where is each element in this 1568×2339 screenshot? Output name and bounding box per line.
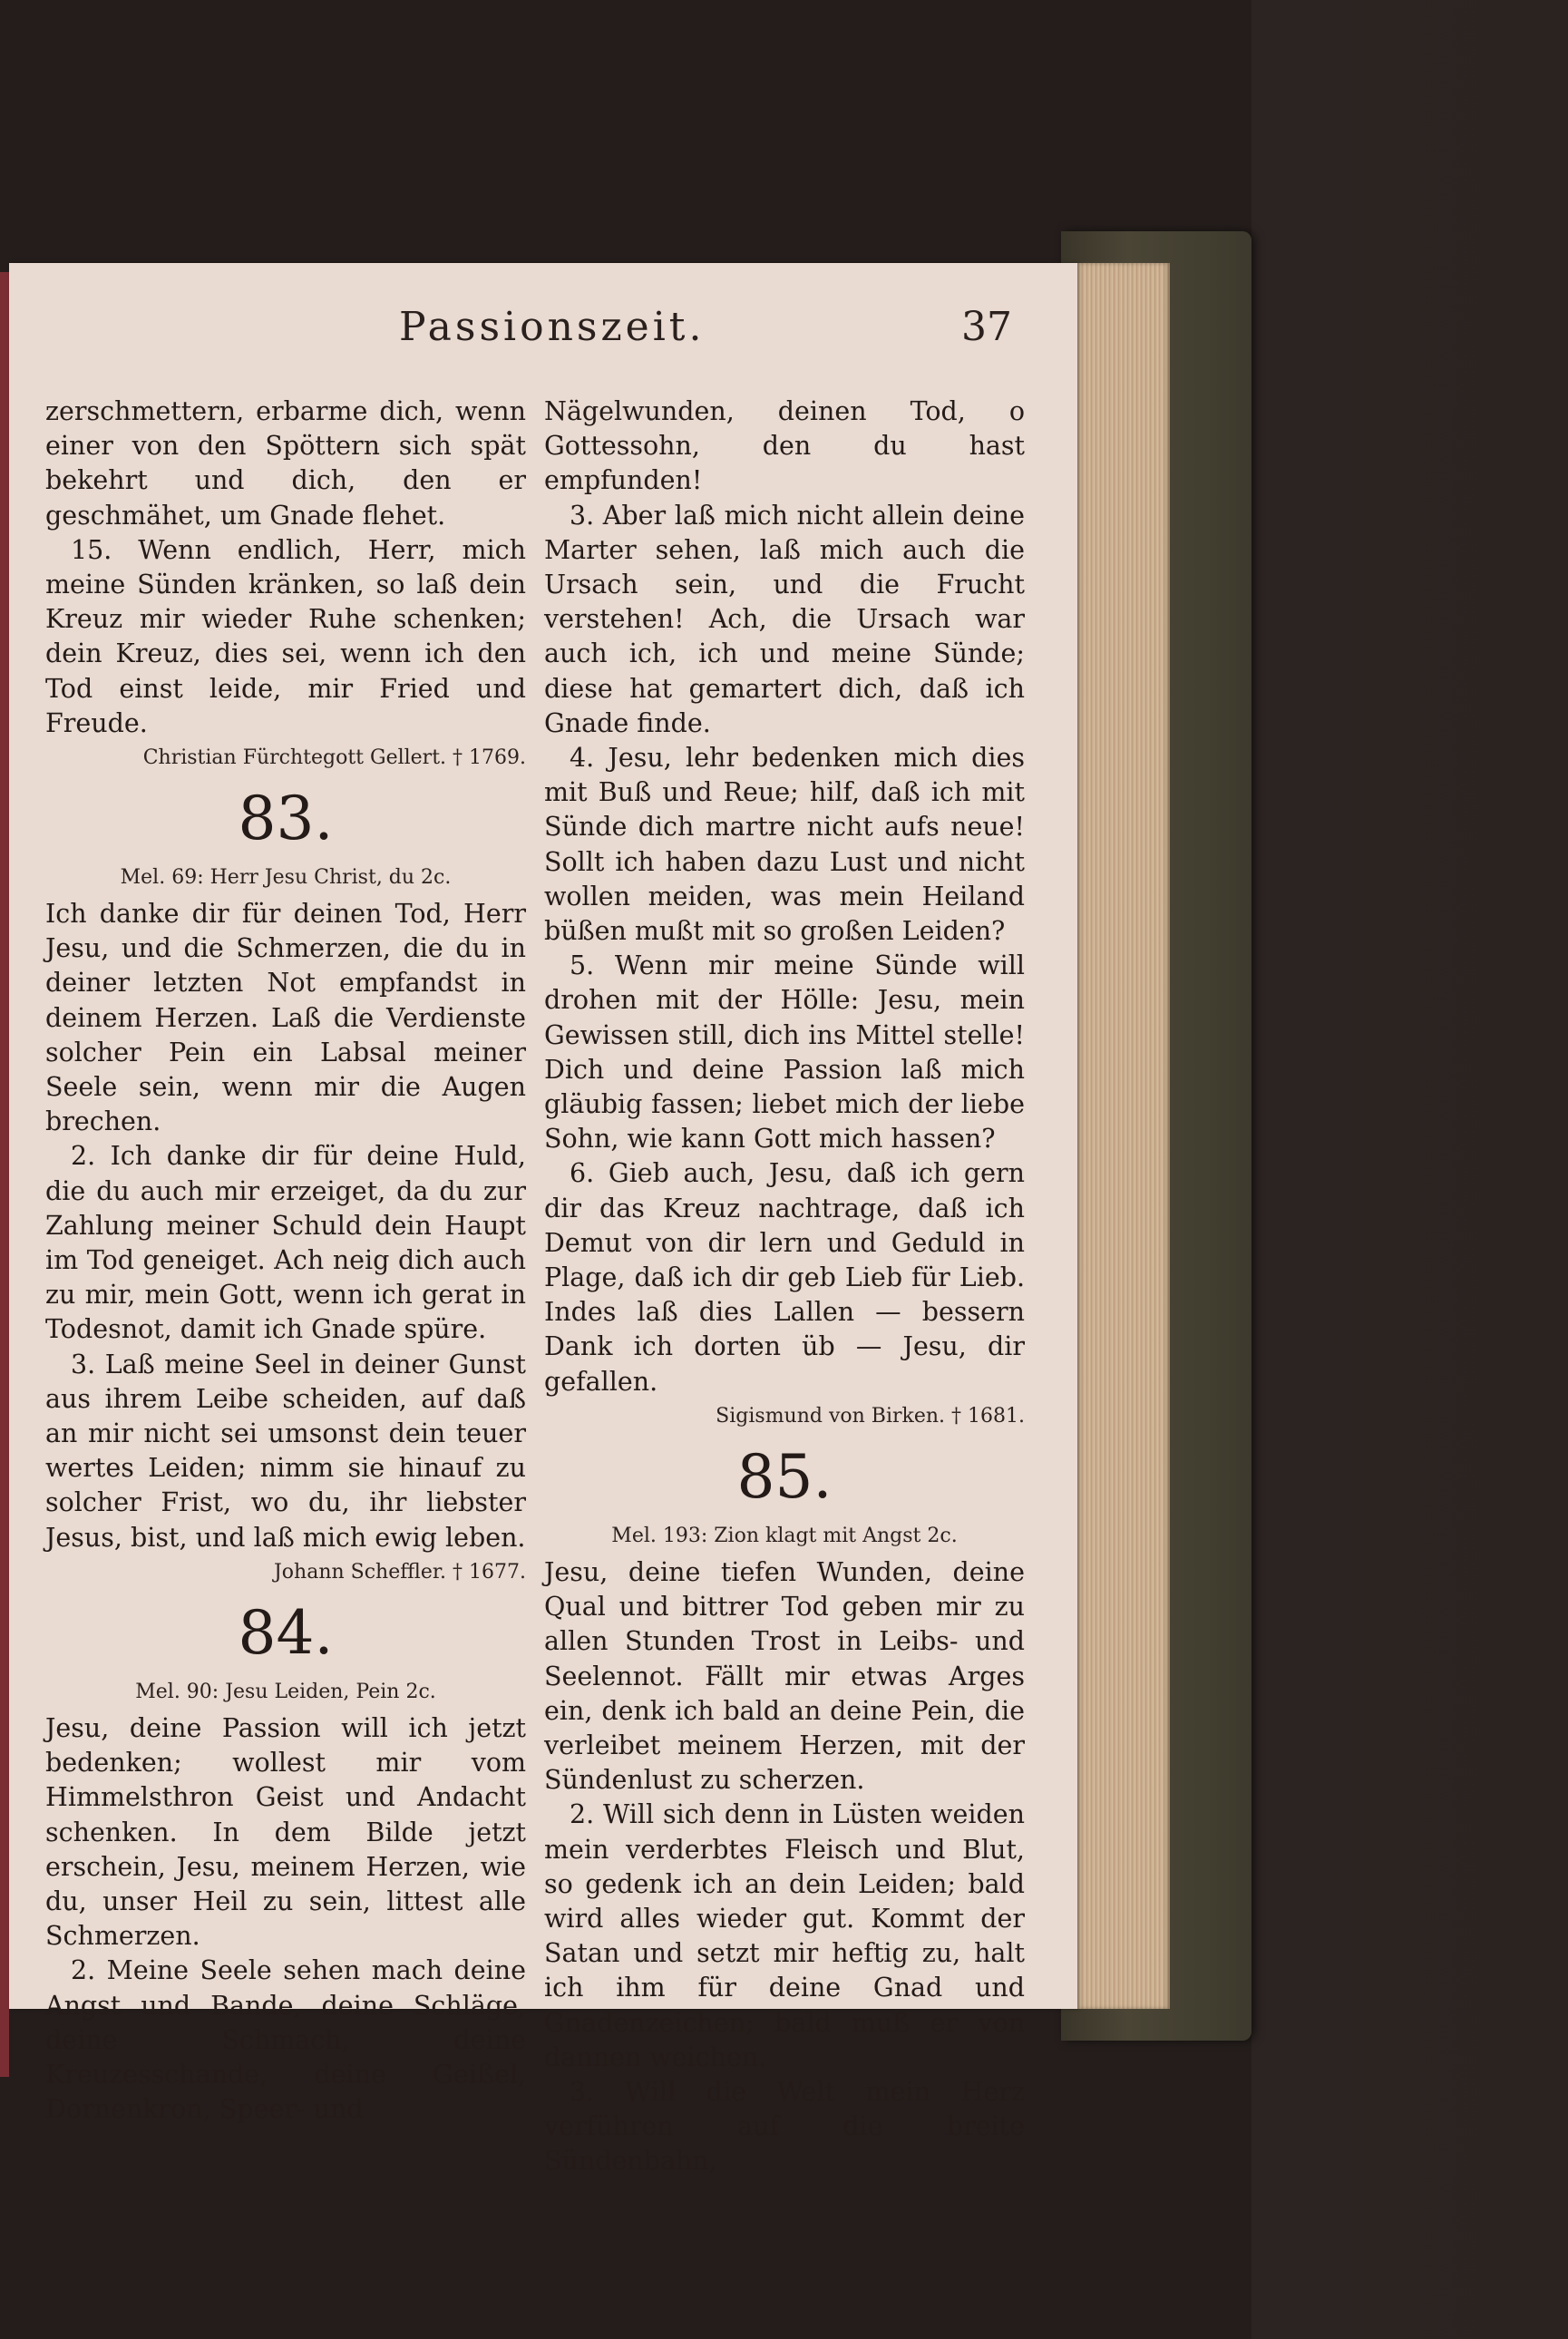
melody-line-83: Mel. 69: Herr Jesu Christ, du 2c. <box>120 866 452 890</box>
verse-15: 15. Wenn endlich, Herr, mich meine Sünden kränken, so laß dein Kreuz mir wieder Ruhe schenken; dein Kreuz, dies sei, wenn ich den Tod einst leide, mir Fried und Freude. <box>45 534 526 738</box>
hymn-85-verse-1: Jesu, deine tiefen Wunden, deine Qual und bittrer Tod geben mir zu allen Stunden Trost in Leibs- und Seelennot. Fällt mir etwas Arges ein, denk ich bald an deine Pein, die verleibet meinem Herzen, mit der Sündenlust zu scherzen. <box>544 1556 1025 1796</box>
running-title: Passionszeit. <box>399 304 706 350</box>
hymn-84-verse-5: 5. Wenn mir meine Sünde will drohen mit der Hölle: Jesu, mein Gewissen still, dich ins Mittel stelle! Dich und deine Passion laß mich gläubig fassen; liebet mich der liebe Sohn, wie kann Gott mich hassen? <box>544 950 1025 1155</box>
hymn-number-84: 84. <box>238 1597 334 1668</box>
melody-line-84: Mel. 90: Jesu Leiden, Pein 2c. <box>135 1680 436 1703</box>
hymn-84-verse-4: 4. Jesu, lehr bedenken mich dies mit Buß und Reue; hilf, daß ich mit Sünde dich martre nicht aufs neue! Sollt ich haben dazu Lust und nicht wollen meiden, was mein Heiland büßen mußt mit so großen Leiden? <box>544 743 1025 947</box>
hymn-84-verse-6: 6. Gieb auch, Jesu, daß ich gern dir das Kreuz nachtrage, daß ich Demut von dir lern und Geduld in Plage, daß ich dir geb Lieb für Lieb. Indes laß dies Lallen — bessern Dank ich dorten üb — Jesu, dir gefallen. <box>544 1158 1025 1397</box>
melody-line-85: Mel. 193: Zion klagt mit Angst 2c. <box>611 1524 958 1547</box>
verse-continuation-right: Nägelwunden, deinen Tod, o Gottessohn, den du hast empfunden! <box>544 396 1025 496</box>
page-edges <box>1075 263 1170 2009</box>
hymn-85-verse-2: 2. Will sich denn in Lüsten weiden mein verderbtes Fleisch und Blut, so gedenk ich an dein Leiden; bald wird alles wieder gut. Kommt der Satan und setzt mir heftig zu, halt ich ihm für deine Gnad und Gnadenzeichen; bald muß er von dannen weichen. <box>544 1799 1025 2072</box>
hymn-83-author: Johann Scheffler. † 1677. <box>273 1560 526 1584</box>
hymn-84-verse-2: 2. Meine Seele sehen mach deine Angst und Bande, deine Schläge, deine Schmach, deine Kreuzesschande, deine Geißel, Dornenkron, Speer- und <box>45 1955 526 2125</box>
hymn-83-verse-2: 2. Ich danke dir für deine Huld, die du auch mir erzeiget, da du zur Zahlung meiner Schuld dein Haupt im Tod geneiget. Ach neig dich auch zu mir, mein Gott, wenn ich gerat in Todesnot, damit ich Gnade spüre. <box>45 1141 526 1345</box>
hymn-number-83: 83. <box>238 784 334 854</box>
hymn-85-verse-3: 3. Will die Welt mein Herz verführen auf die breite Sündenbahn, <box>544 2076 1025 2177</box>
hymn-84-verse-1: Jesu, deine Passion will ich jetzt bedenken; wollest mir vom Himmelsthron Geist und Andacht schenken. In dem Bilde jetzt erschein, Jesu, meinem Herzen, wie du, unser Heil zu sein, littest alle Schmerzen. <box>45 1712 526 1952</box>
spine-strip <box>0 272 9 2077</box>
hymn-84-verse-3: 3. Aber laß mich nicht allein deine Marter sehen, laß mich auch die Ursach sein, und die Frucht verstehen! Ach, die Ursach war auch ich, ich und meine Sünde; diese hat gemartert dich, daß ich Gnade finde. <box>544 500 1025 738</box>
hymn-number-85: 85. <box>736 1441 833 1512</box>
page-number: 37 <box>961 304 1012 350</box>
author-line: Christian Fürchtegott Gellert. † 1769. <box>142 746 526 770</box>
running-head <box>9 304 1077 358</box>
book-page <box>9 263 1077 2177</box>
hymn-84-author: Sigismund von Birken. † 1681. <box>716 1404 1025 1428</box>
verse-continuation: zerschmettern, erbarme dich, wenn einer von den Spöttern sich spät bekehrt und dich, den er geschmähet, um Gnade flehet. <box>45 396 526 531</box>
background-dark <box>1251 0 1568 2339</box>
hymn-83-verse-1: Ich danke dir für deinen Tod, Herr Jesu, und die Schmerzen, die du in deiner letzten Not empfandst in deinem Herzen. Laß die Verdienste solcher Pein ein Labsal meiner Seele sein, wenn mir die Augen brechen. <box>45 899 526 1137</box>
left-column <box>45 395 526 2127</box>
right-column <box>544 395 1025 2179</box>
hymn-83-verse-3: 3. Laß meine Seel in deiner Gunst aus ihrem Leibe scheiden, auf daß an mir nicht sei umsonst dein teuer wertes Leiden; nimm sie hinauf zu solcher Frist, wo du, ihr liebster Jesus, bist, und laß mich ewig leben. <box>45 1349 526 1553</box>
